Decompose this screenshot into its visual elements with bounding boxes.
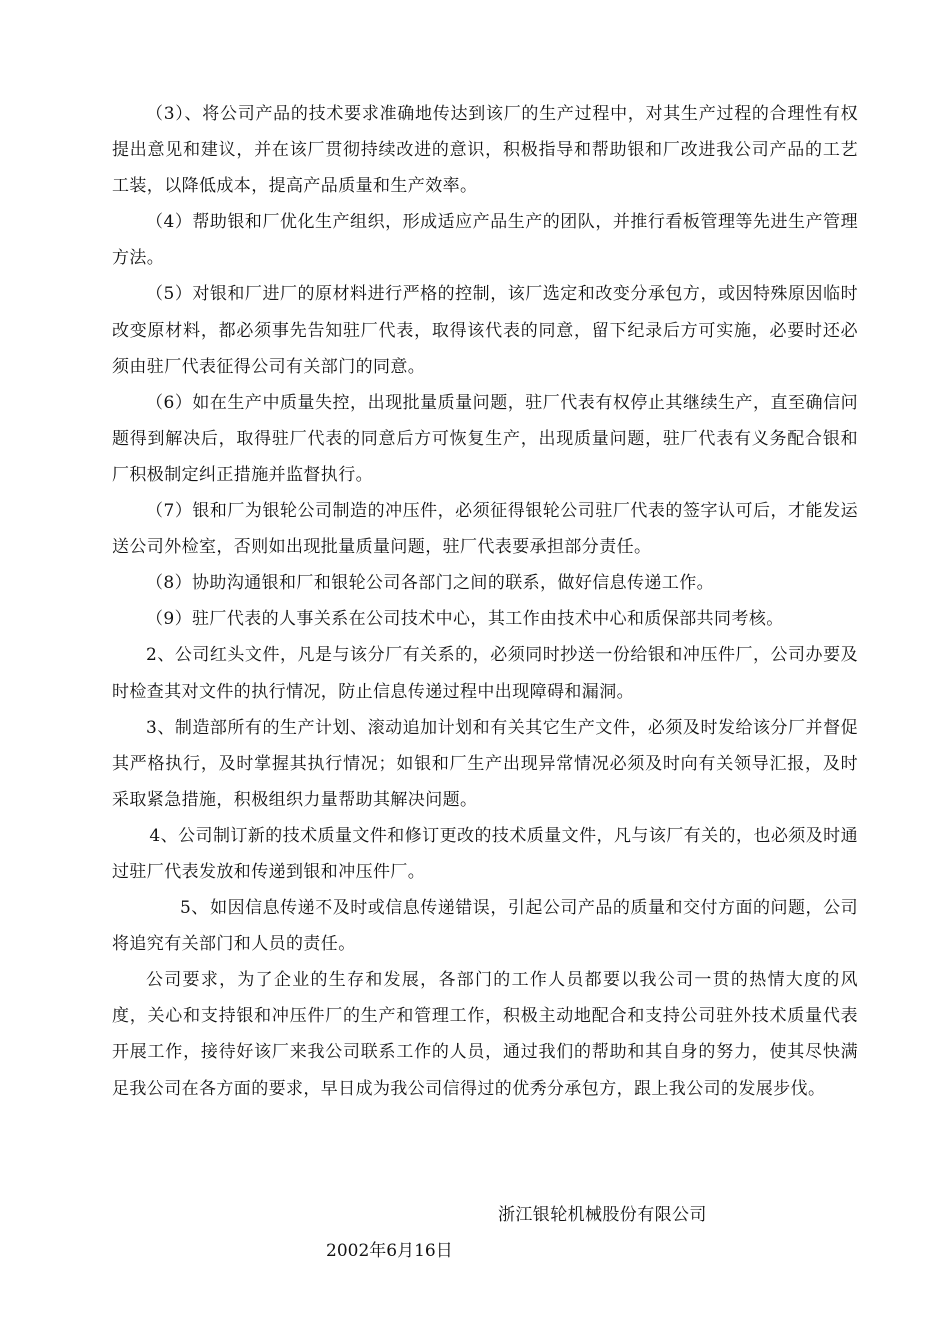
item-5-number: 5、 <box>180 898 209 919</box>
clause-7-paragraph: （7）银和厂为银轮公司制造的冲压件，必须征得银轮公司驻厂代表的签字认可后，才能发运送公司外检室，否则如出现批量质量问题，驻厂代表要承担部分责任。 <box>112 501 858 558</box>
item-3-paragraph: 3、制造部所有的生产计划、滚动追加计划和有关其它生产文件，必须及时发给该分厂并督促其严格执行，及时掌握其执行情况；如银和厂生产出现异常情况必须及时向有关领导汇报，及时采取紧急措施，积极组织力量帮助其解决问题。 <box>112 717 858 810</box>
item-5-text: 如因信息传递不及时或信息传递错误，引起公司产品的质量和交付方面的问题，公司将追究有关部门和人员的责任。 <box>112 898 858 955</box>
item-4-paragraph: 4、公司制订新的技术质量文件和修订更改的技术质量文件，凡与该厂有关的，也必须及时通过驻厂代表发放和传递到银和冲压件厂。 <box>112 825 858 882</box>
clause-4-paragraph: （4）帮助银和厂优化生产组织，形成适应产品生产的团队，并推行看板管理等先进生产管理方法。 <box>112 212 858 269</box>
item-5-paragraph <box>112 890 858 962</box>
document-body <box>112 96 858 1107</box>
clause-9-paragraph: （9）驻厂代表的人事关系在公司技术中心，其工作由技术中心和质保部共同考核。 <box>146 609 784 630</box>
clause-6-paragraph: （6）如在生产中质量失控，出现批量质量问题，驻厂代表有权停止其继续生产，直至确信问题得到解决后，取得驻厂代表的同意后方可恢复生产，出现质量问题，驻厂代表有义务配合银和厂积极制定纠正措施并监督执行。 <box>112 392 858 485</box>
clause-3-paragraph: （3）、将公司产品的技术要求准确地传达到该厂的生产过程中，对其生产过程的合理性有权提出意见和建议，并在该厂贯彻持续改进的意识，积极指导和帮助银和厂改进我公司产品的工艺工装，以降低成本，提高产品质量和生产效率。 <box>112 104 858 197</box>
item-2-paragraph: 2、公司红头文件，凡是与该分厂有关系的，必须同时抄送一份给银和冲压件厂，公司办要及时检查其对文件的执行情况，防止信息传递过程中出现障碍和漏洞。 <box>112 645 858 702</box>
closing-paragraph: 公司要求，为了企业的生存和发展，各部门的工作人员都要以我公司一贯的热情大度的风度，关心和支持银和冲压件厂的生产和管理工作，积极主动地配合和支持公司驻外技术质量代表开展工作，接待好该厂来我公司联系工作的人员，通过我们的帮助和其自身的努力，使其尽快满足我公司在各方面的要求，早日成为我公司信得过的优秀分承包方，跟上我公司的发展步伐。 <box>112 970 858 1099</box>
signature-company: 浙江银轮机械股份有限公司 <box>498 1205 707 1225</box>
signature-date: 2002年6月16日 <box>326 1241 453 1261</box>
clause-8-paragraph: （8）协助沟通银和厂和银轮公司各部门之间的联系，做好信息传递工作。 <box>146 573 715 594</box>
clause-5-paragraph: （5）对银和厂进厂的原材料进行严格的控制，该厂选定和改变分承包方，或因特殊原因临时改变原材料，都必须事先告知驻厂代表，取得该代表的同意，留下纪录后方可实施，必要时还必须由驻厂代表征得公司有关部门的同意。 <box>112 284 858 377</box>
